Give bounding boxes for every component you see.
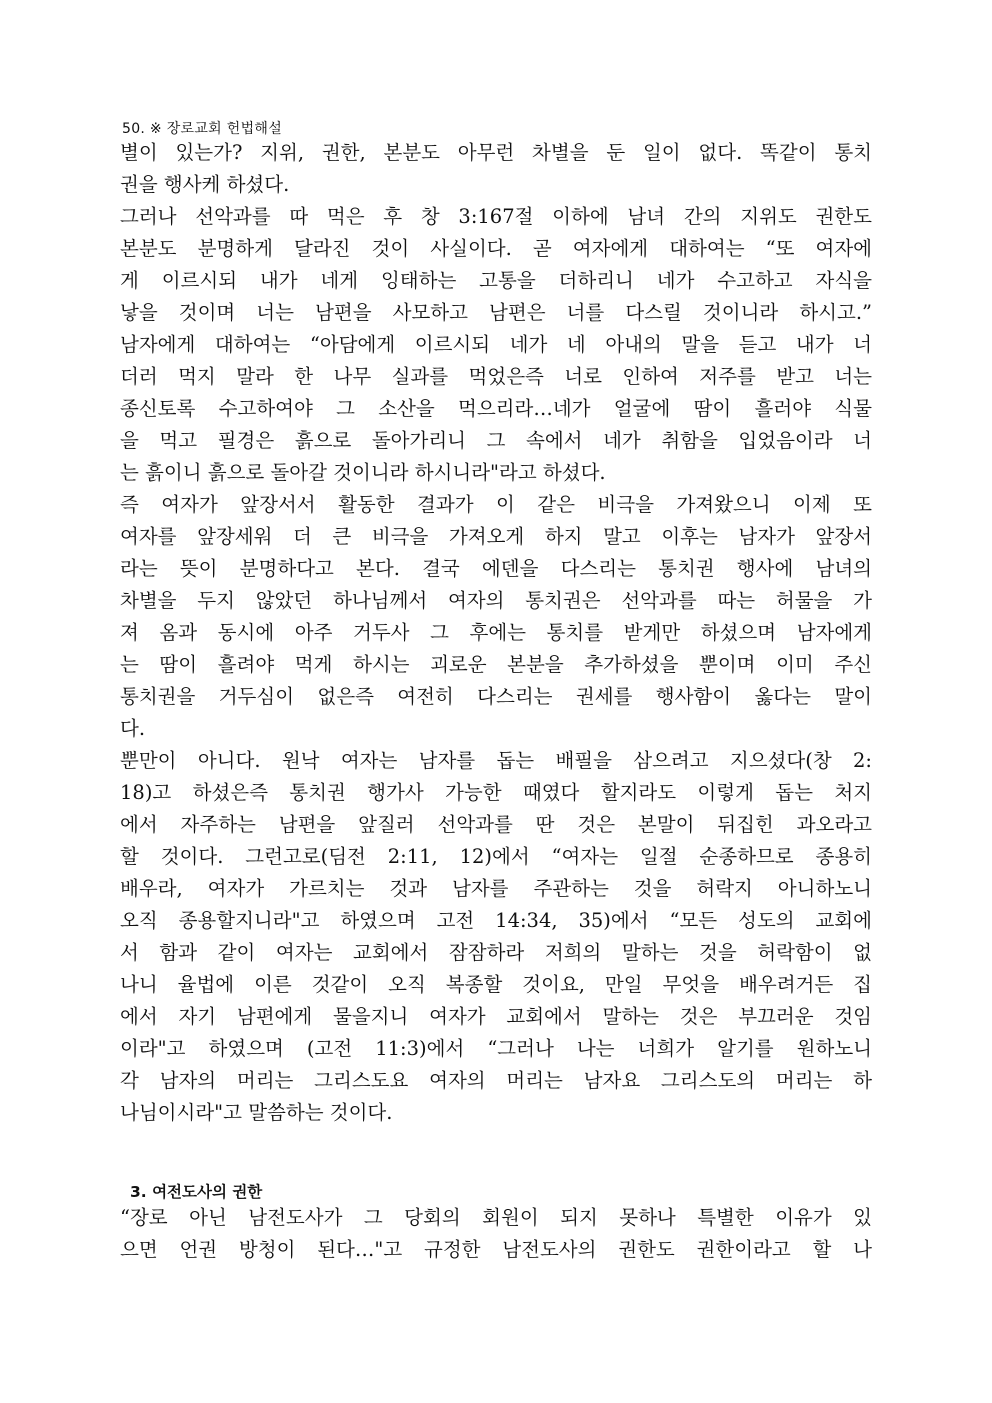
text-line: 나니 율법에 이른 것같이 오직 복종할 것이요, 만일 무엇을 배우려거든 집 <box>120 973 872 996</box>
text-line: 남자에게 대하여는 “아담에게 이르시되 네가 네 아내의 말을 듣고 내가 너 <box>120 333 872 356</box>
text-line: 오직 종용할지니라"고 하였으며 고전 14:34, 35)에서 “모든 성도의 교회에 <box>120 909 872 932</box>
text-line: 여자를 앞장세워 더 큰 비극을 가져오게 하지 말고 이후는 남자가 앞장서 <box>120 525 872 548</box>
text-line: 즉 여자가 앞장서서 활동한 결과가 이 같은 비극을 가져왔으니 이제 또 <box>120 493 872 516</box>
running-header: 50. ※ 장로교회 헌법해설 <box>122 121 283 137</box>
text-line: 배우라, 여자가 가르치는 것과 남자를 주관하는 것을 허락지 아니하노니 <box>120 877 872 900</box>
text-line: 본분도 분명하게 달라진 것이 사실이다. 곧 여자에게 대하여는 “또 여자에 <box>120 237 872 260</box>
text-line: 이라"고 하였으며 (고전 11:3)에서 “그러나 나는 너희가 알기를 원하노니 <box>120 1037 872 1060</box>
text-line: 는 땀이 흘려야 먹게 하시는 괴로운 본분을 추가하셨을 뿐이며 이미 주신 <box>120 653 872 676</box>
text-line: 권을 행사케 하셨다. <box>120 173 290 196</box>
text-line: 18)고 하셨은즉 통치권 행가사 가능한 때였다 할지라도 이렇게 돕는 처지 <box>120 781 872 804</box>
text-line: 라는 뜻이 분명하다고 본다. 결국 에덴을 다스리는 통치권 행사에 남녀의 <box>120 557 872 580</box>
text-line: “장로 아닌 남전도사가 그 당회의 회원이 되지 못하나 특별한 이유가 있 <box>120 1206 872 1229</box>
text-line: 별이 있는가? 지위, 권한, 본분도 아무런 차별을 둔 일이 없다. 똑같이 통치 <box>120 141 872 164</box>
text-line: 져 옴과 동시에 아주 거두사 그 후에는 통치를 받게만 하셨으며 남자에게 <box>120 621 872 644</box>
text-line: 각 남자의 머리는 그리스도요 여자의 머리는 남자요 그리스도의 머리는 하 <box>120 1069 872 1092</box>
text-line: 나님이시라"고 말씀하는 것이다. <box>120 1101 393 1124</box>
section-paragraph <box>120 1202 872 1266</box>
text-line: 낳을 것이며 너는 남편을 사모하고 남편은 너를 다스릴 것이니라 하시고.” <box>120 301 872 324</box>
text-line: 통치권을 거두심이 없은즉 여전히 다스리는 권세를 행사함이 옳다는 말이 <box>120 685 872 708</box>
text-line: 그러나 선악과를 따 먹은 후 창 3:167절 이하에 남녀 간의 지위도 권한도 <box>120 205 872 228</box>
text-line: 에서 자주하는 남편을 앞질러 선악과를 딴 것은 본말이 뒤집힌 과오라고 <box>120 813 872 836</box>
main-paragraphs <box>120 137 872 1129</box>
text-line: 다. <box>120 717 146 740</box>
text-line: 할 것이다. 그런고로(딤전 2:11, 12)에서 “여자는 일절 순종하므로 종용히 <box>120 845 872 868</box>
text-line: 으면 언권 방청이 된다…"고 규정한 남전도사의 권한도 권한이라고 할 나 <box>120 1238 872 1261</box>
text-line: 게 이르시되 내가 네게 잉태하는 고통을 더하리니 네가 수고하고 자식을 <box>120 269 872 292</box>
text-line: 을 먹고 필경은 흙으로 돌아가리니 그 속에서 네가 취함을 입었음이라 너 <box>120 429 872 452</box>
text-line: 는 흙이니 흙으로 돌아갈 것이니라 하시니라"라고 하셨다. <box>120 461 606 484</box>
text-line: 뿐만이 아니다. 원낙 여자는 남자를 돕는 배필을 삼으려고 지으셨다(창 2: <box>120 749 872 772</box>
text-line: 종신토록 수고하여야 그 소산을 먹으리라…네가 얼굴에 땀이 흘러야 식물 <box>120 397 872 420</box>
text-line: 에서 자기 남편에게 물을지니 여자가 교회에서 말하는 것은 부끄러운 것임 <box>120 1005 872 1028</box>
section-heading: 3. 여전도사의 권한 <box>130 1183 263 1201</box>
text-line: 서 함과 같이 여자는 교회에서 잠잠하라 저희의 말하는 것을 허락함이 없 <box>120 941 872 964</box>
text-line: 더러 먹지 말라 한 나무 실과를 먹었은즉 너로 인하여 저주를 받고 너는 <box>120 365 872 388</box>
text-line: 차별을 두지 않았던 하나님께서 여자의 통치권은 선악과를 따는 허물을 가 <box>120 589 872 612</box>
